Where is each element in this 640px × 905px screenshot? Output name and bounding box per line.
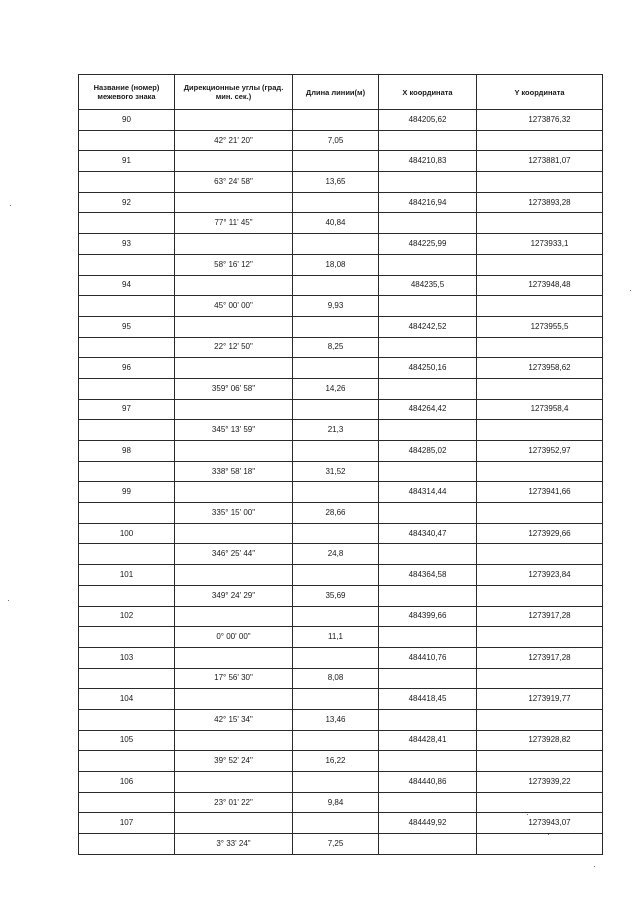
header-y-coordinate: Y координата xyxy=(477,75,603,110)
point-name-cell: 91 xyxy=(79,151,175,172)
empty-cell xyxy=(293,234,379,255)
empty-cell xyxy=(79,585,175,606)
scan-speck xyxy=(10,205,11,206)
empty-cell xyxy=(175,772,293,793)
x-coordinate-cell: 484210,83 xyxy=(379,151,477,172)
empty-cell xyxy=(379,461,477,482)
empty-cell xyxy=(477,503,603,524)
line-length-cell: 28,66 xyxy=(293,503,379,524)
empty-cell xyxy=(175,689,293,710)
scan-speck xyxy=(630,290,631,291)
empty-cell xyxy=(379,296,477,317)
empty-cell xyxy=(293,192,379,213)
segment-row xyxy=(79,709,603,730)
empty-cell xyxy=(293,110,379,131)
direction-angle-cell: 42° 21' 20" xyxy=(175,130,293,151)
empty-cell xyxy=(379,254,477,275)
direction-angle-cell: 0° 00' 00" xyxy=(175,627,293,648)
empty-cell xyxy=(477,378,603,399)
empty-cell xyxy=(477,627,603,648)
point-name-cell: 96 xyxy=(79,358,175,379)
empty-cell xyxy=(175,813,293,834)
empty-cell xyxy=(293,606,379,627)
point-name-cell: 101 xyxy=(79,565,175,586)
point-row xyxy=(79,813,603,834)
direction-angle-cell: 23° 01' 22" xyxy=(175,792,293,813)
direction-angle-cell: 335° 15' 00" xyxy=(175,503,293,524)
line-length-cell: 9,93 xyxy=(293,296,379,317)
segment-row xyxy=(79,337,603,358)
segment-row xyxy=(79,627,603,648)
empty-cell xyxy=(175,606,293,627)
point-row xyxy=(79,523,603,544)
empty-cell xyxy=(293,358,379,379)
empty-cell xyxy=(175,565,293,586)
empty-cell xyxy=(79,709,175,730)
empty-cell xyxy=(477,420,603,441)
line-length-cell: 11,1 xyxy=(293,627,379,648)
point-name-cell: 99 xyxy=(79,482,175,503)
y-coordinate-cell: 1273939,22 xyxy=(477,772,603,793)
empty-cell xyxy=(477,172,603,193)
y-coordinate-cell: 1273881,07 xyxy=(477,151,603,172)
x-coordinate-cell: 484235,5 xyxy=(379,275,477,296)
segment-row xyxy=(79,792,603,813)
empty-cell xyxy=(79,461,175,482)
line-length-cell: 7,05 xyxy=(293,130,379,151)
empty-cell xyxy=(79,751,175,772)
empty-cell xyxy=(79,213,175,234)
y-coordinate-cell: 1273893,28 xyxy=(477,192,603,213)
direction-angle-cell: 359° 06' 58" xyxy=(175,378,293,399)
line-length-cell: 13,46 xyxy=(293,709,379,730)
segment-row xyxy=(79,751,603,772)
empty-cell xyxy=(379,503,477,524)
empty-cell xyxy=(293,565,379,586)
point-name-cell: 107 xyxy=(79,813,175,834)
empty-cell xyxy=(293,730,379,751)
empty-cell xyxy=(477,751,603,772)
empty-cell xyxy=(175,482,293,503)
segment-row xyxy=(79,172,603,193)
empty-cell xyxy=(293,523,379,544)
point-row xyxy=(79,151,603,172)
segment-row xyxy=(79,378,603,399)
empty-cell xyxy=(379,792,477,813)
direction-angle-cell: 22° 12' 50" xyxy=(175,337,293,358)
boundary-coordinates-table xyxy=(78,74,603,855)
x-coordinate-cell: 484418,45 xyxy=(379,689,477,710)
direction-angle-cell: 77° 11' 45" xyxy=(175,213,293,234)
point-name-cell: 106 xyxy=(79,772,175,793)
empty-cell xyxy=(293,689,379,710)
y-coordinate-cell: 1273943,07 xyxy=(477,813,603,834)
empty-cell xyxy=(79,792,175,813)
empty-cell xyxy=(477,792,603,813)
line-length-cell: 40,84 xyxy=(293,213,379,234)
empty-cell xyxy=(79,296,175,317)
point-name-cell: 98 xyxy=(79,441,175,462)
point-row xyxy=(79,110,603,131)
empty-cell xyxy=(477,254,603,275)
segment-row xyxy=(79,585,603,606)
segment-row xyxy=(79,544,603,565)
scan-speck xyxy=(8,600,9,601)
empty-cell xyxy=(79,834,175,855)
point-name-cell: 104 xyxy=(79,689,175,710)
empty-cell xyxy=(379,668,477,689)
x-coordinate-cell: 484340,47 xyxy=(379,523,477,544)
empty-cell xyxy=(477,709,603,730)
point-row xyxy=(79,482,603,503)
point-name-cell: 100 xyxy=(79,523,175,544)
empty-cell xyxy=(379,172,477,193)
point-row xyxy=(79,772,603,793)
empty-cell xyxy=(379,627,477,648)
empty-cell xyxy=(379,834,477,855)
empty-cell xyxy=(477,130,603,151)
empty-cell xyxy=(477,585,603,606)
direction-angle-cell: 39° 52' 24" xyxy=(175,751,293,772)
y-coordinate-cell: 1273917,28 xyxy=(477,647,603,668)
empty-cell xyxy=(79,172,175,193)
point-name-cell: 95 xyxy=(79,316,175,337)
y-coordinate-cell: 1273941,66 xyxy=(477,482,603,503)
empty-cell xyxy=(379,130,477,151)
x-coordinate-cell: 484285,02 xyxy=(379,441,477,462)
segment-row xyxy=(79,213,603,234)
direction-angle-cell: 17° 56' 30" xyxy=(175,668,293,689)
empty-cell xyxy=(477,296,603,317)
point-row xyxy=(79,730,603,751)
empty-cell xyxy=(79,627,175,648)
x-coordinate-cell: 484399,66 xyxy=(379,606,477,627)
x-coordinate-cell: 484314,44 xyxy=(379,482,477,503)
point-row xyxy=(79,399,603,420)
empty-cell xyxy=(175,151,293,172)
empty-cell xyxy=(293,647,379,668)
point-row xyxy=(79,192,603,213)
point-name-cell: 92 xyxy=(79,192,175,213)
y-coordinate-cell: 1273948,48 xyxy=(477,275,603,296)
x-coordinate-cell: 484242,52 xyxy=(379,316,477,337)
segment-row xyxy=(79,461,603,482)
header-point-name: Название (номер) межевого знака xyxy=(79,75,175,110)
empty-cell xyxy=(293,151,379,172)
line-length-cell: 35,69 xyxy=(293,585,379,606)
empty-cell xyxy=(379,420,477,441)
segment-row xyxy=(79,420,603,441)
empty-cell xyxy=(175,110,293,131)
point-name-cell: 94 xyxy=(79,275,175,296)
empty-cell xyxy=(379,544,477,565)
y-coordinate-cell: 1273917,28 xyxy=(477,606,603,627)
point-row xyxy=(79,647,603,668)
x-coordinate-cell: 484216,94 xyxy=(379,192,477,213)
empty-cell xyxy=(79,130,175,151)
empty-cell xyxy=(379,585,477,606)
header-line-length: Длина линии(м) xyxy=(293,75,379,110)
direction-angle-cell: 349° 24' 29" xyxy=(175,585,293,606)
segment-row xyxy=(79,296,603,317)
empty-cell xyxy=(477,337,603,358)
point-row xyxy=(79,441,603,462)
line-length-cell: 8,08 xyxy=(293,668,379,689)
point-row xyxy=(79,358,603,379)
empty-cell xyxy=(79,668,175,689)
point-row xyxy=(79,606,603,627)
x-coordinate-cell: 484410,76 xyxy=(379,647,477,668)
y-coordinate-cell: 1273958,62 xyxy=(477,358,603,379)
empty-cell xyxy=(379,709,477,730)
segment-row xyxy=(79,834,603,855)
empty-cell xyxy=(79,544,175,565)
x-coordinate-cell: 484250,16 xyxy=(379,358,477,379)
header-direction-angle: Дирекционные углы (град. мин. сек.) xyxy=(175,75,293,110)
line-length-cell: 18,08 xyxy=(293,254,379,275)
scan-speck xyxy=(594,866,595,867)
y-coordinate-cell: 1273952,97 xyxy=(477,441,603,462)
direction-angle-cell: 63° 24' 58" xyxy=(175,172,293,193)
empty-cell xyxy=(379,337,477,358)
line-length-cell: 7,25 xyxy=(293,834,379,855)
point-row xyxy=(79,316,603,337)
segment-row xyxy=(79,130,603,151)
empty-cell xyxy=(293,399,379,420)
direction-angle-cell: 58° 16' 12" xyxy=(175,254,293,275)
point-name-cell: 103 xyxy=(79,647,175,668)
line-length-cell: 9,84 xyxy=(293,792,379,813)
y-coordinate-cell: 1273933,1 xyxy=(477,234,603,255)
header-row xyxy=(79,75,603,110)
y-coordinate-cell: 1273929,66 xyxy=(477,523,603,544)
segment-row xyxy=(79,254,603,275)
point-row xyxy=(79,565,603,586)
scan-speck xyxy=(527,814,528,815)
point-row xyxy=(79,689,603,710)
y-coordinate-cell: 1273955,5 xyxy=(477,316,603,337)
empty-cell xyxy=(175,234,293,255)
point-name-cell: 102 xyxy=(79,606,175,627)
empty-cell xyxy=(379,378,477,399)
header-x-coordinate: X координата xyxy=(379,75,477,110)
direction-angle-cell: 346° 25' 44" xyxy=(175,544,293,565)
point-row xyxy=(79,275,603,296)
empty-cell xyxy=(293,316,379,337)
y-coordinate-cell: 1273876,32 xyxy=(477,110,603,131)
empty-cell xyxy=(175,730,293,751)
line-length-cell: 13,65 xyxy=(293,172,379,193)
y-coordinate-cell: 1273923,84 xyxy=(477,565,603,586)
empty-cell xyxy=(175,316,293,337)
x-coordinate-cell: 484449,92 xyxy=(379,813,477,834)
line-length-cell: 31,52 xyxy=(293,461,379,482)
empty-cell xyxy=(79,503,175,524)
x-coordinate-cell: 484440,86 xyxy=(379,772,477,793)
empty-cell xyxy=(175,358,293,379)
empty-cell xyxy=(175,399,293,420)
empty-cell xyxy=(175,523,293,544)
empty-cell xyxy=(175,275,293,296)
y-coordinate-cell: 1273928,82 xyxy=(477,730,603,751)
empty-cell xyxy=(175,192,293,213)
empty-cell xyxy=(79,420,175,441)
direction-angle-cell: 45° 00' 00" xyxy=(175,296,293,317)
x-coordinate-cell: 484364,58 xyxy=(379,565,477,586)
empty-cell xyxy=(175,441,293,462)
empty-cell xyxy=(79,254,175,275)
empty-cell xyxy=(293,482,379,503)
empty-cell xyxy=(175,647,293,668)
y-coordinate-cell: 1273958,4 xyxy=(477,399,603,420)
direction-angle-cell: 345° 13' 59" xyxy=(175,420,293,441)
line-length-cell: 14,26 xyxy=(293,378,379,399)
direction-angle-cell: 3° 33' 24" xyxy=(175,834,293,855)
line-length-cell: 21,3 xyxy=(293,420,379,441)
empty-cell xyxy=(477,213,603,234)
x-coordinate-cell: 484205,62 xyxy=(379,110,477,131)
segment-row xyxy=(79,503,603,524)
x-coordinate-cell: 484225,99 xyxy=(379,234,477,255)
direction-angle-cell: 42° 15' 34" xyxy=(175,709,293,730)
empty-cell xyxy=(293,772,379,793)
empty-cell xyxy=(379,213,477,234)
x-coordinate-cell: 484428,41 xyxy=(379,730,477,751)
line-length-cell: 16,22 xyxy=(293,751,379,772)
empty-cell xyxy=(477,544,603,565)
line-length-cell: 24,8 xyxy=(293,544,379,565)
point-row xyxy=(79,234,603,255)
scan-speck xyxy=(548,834,549,835)
empty-cell xyxy=(477,834,603,855)
empty-cell xyxy=(293,813,379,834)
point-name-cell: 97 xyxy=(79,399,175,420)
empty-cell xyxy=(293,275,379,296)
point-name-cell: 90 xyxy=(79,110,175,131)
document-page xyxy=(78,74,602,855)
empty-cell xyxy=(477,461,603,482)
y-coordinate-cell: 1273919,77 xyxy=(477,689,603,710)
x-coordinate-cell: 484264,42 xyxy=(379,399,477,420)
empty-cell xyxy=(79,337,175,358)
point-name-cell: 93 xyxy=(79,234,175,255)
segment-row xyxy=(79,668,603,689)
empty-cell xyxy=(293,441,379,462)
line-length-cell: 8,25 xyxy=(293,337,379,358)
empty-cell xyxy=(79,378,175,399)
direction-angle-cell: 338° 58' 18" xyxy=(175,461,293,482)
point-name-cell: 105 xyxy=(79,730,175,751)
empty-cell xyxy=(477,668,603,689)
empty-cell xyxy=(379,751,477,772)
